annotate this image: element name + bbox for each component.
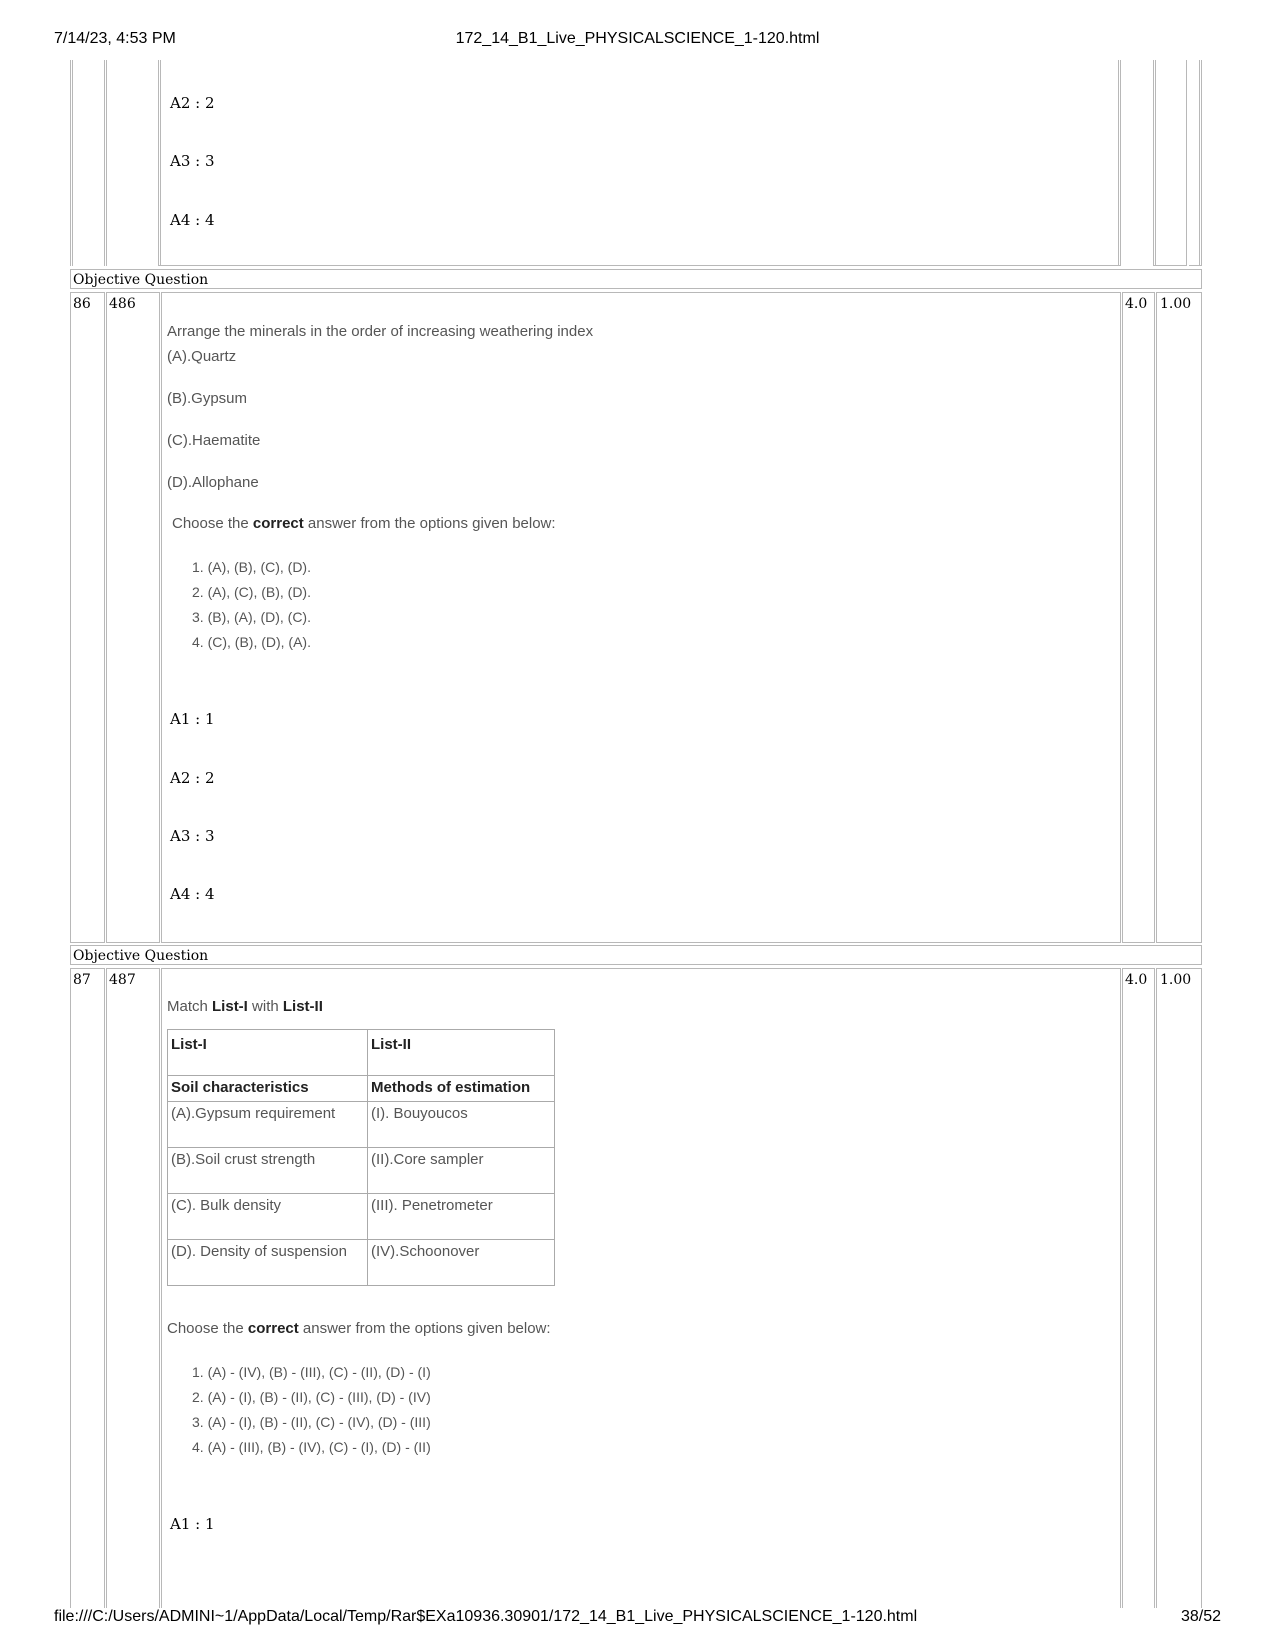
answer-option: 1. (A), (B), (C), (D). — [192, 559, 311, 575]
option-a4: A4 : 4 — [170, 885, 215, 903]
answer-option: 1. (A) - (IV), (B) - (III), (C) - (II), (D) - (I) — [192, 1364, 431, 1380]
option-a1: A1 : 1 — [170, 1515, 215, 1533]
table-header-cell: List-II — [368, 1030, 555, 1076]
match-instruction: Match List-I with List-II — [167, 998, 323, 1015]
choose-instruction: Choose the correct answer from the options given below: — [167, 1320, 551, 1337]
table-cell: (B).Soil crust strength — [168, 1148, 368, 1194]
question-id: 487 — [109, 972, 136, 988]
table-row — [168, 1102, 555, 1148]
item-b: (B).Gypsum — [167, 390, 248, 407]
question-serial: 87 — [73, 972, 91, 988]
table-header-cell: Methods of estimation — [368, 1076, 555, 1102]
answer-option: 3. (B), (A), (D), (C). — [192, 609, 311, 625]
question-marks: 4.0 — [1125, 972, 1148, 988]
print-file-path: file:///C:/Users/ADMINI~1/AppData/Local/Temp/Rar$EXa10936.30901/172_14_B1_Live_PHYSICALSCIENCE_1-120.html — [54, 1608, 918, 1625]
answer-list — [192, 1360, 431, 1460]
table-cell: (C). Bulk density — [168, 1194, 368, 1240]
question-type-label: Objective Question — [73, 272, 209, 288]
table-row — [168, 1240, 555, 1286]
question-negative-marks: 1.00 — [1160, 296, 1192, 312]
table-cell: (D). Density of suspension — [168, 1240, 368, 1286]
print-datetime: 7/14/23, 4:53 PM — [54, 30, 176, 47]
item-c: (C).Haematite — [167, 432, 261, 449]
table-cell: (A).Gypsum requirement — [168, 1102, 368, 1148]
question-marks: 4.0 — [1125, 296, 1148, 312]
table-row — [168, 1148, 555, 1194]
table-cell: (III). Penetrometer — [368, 1194, 555, 1240]
option-a2: A2 : 2 — [170, 769, 215, 787]
print-page-number: 38/52 — [1180, 1608, 1221, 1625]
answer-option: 3. (A) - (I), (B) - (II), (C) - (IV), (D) - (III) — [192, 1414, 431, 1430]
answer-option: 2. (A), (C), (B), (D). — [192, 584, 311, 600]
table-cell: (II).Core sampler — [368, 1148, 555, 1194]
answer-option: 4. (C), (B), (D), (A). — [192, 634, 311, 650]
choose-instruction: Choose the correct answer from the options given below: — [172, 515, 556, 532]
answer-option: 2. (A) - (I), (B) - (II), (C) - (III), (D) - (IV) — [192, 1389, 431, 1405]
match-table — [167, 1029, 555, 1286]
item-d: (D).Allophane — [167, 474, 259, 491]
item-a: (A).Quartz — [167, 348, 237, 365]
print-title: 172_14_B1_Live_PHYSICALSCIENCE_1-120.html — [455, 30, 820, 47]
option-a3: A3 : 3 — [170, 827, 215, 845]
table-cell: (IV).Schoonover — [368, 1240, 555, 1286]
answer-option: 4. (A) - (III), (B) - (IV), (C) - (I), (D) - (II) — [192, 1439, 431, 1455]
table-cell: (I). Bouyoucos — [368, 1102, 555, 1148]
question-type-label: Objective Question — [73, 948, 209, 964]
question-stem: Arrange the minerals in the order of increasing weathering index — [167, 323, 594, 340]
prev-option-3: A3 : 3 — [170, 152, 215, 170]
table-header-cell: Soil characteristics — [168, 1076, 368, 1102]
question-negative-marks: 1.00 — [1160, 972, 1192, 988]
question-serial: 86 — [73, 296, 91, 312]
prev-option-2: A2 : 2 — [170, 94, 215, 112]
table-row — [168, 1194, 555, 1240]
option-a1: A1 : 1 — [170, 710, 215, 728]
prev-option-4: A4 : 4 — [170, 211, 215, 229]
table-header-row — [168, 1030, 555, 1076]
answer-list — [192, 555, 311, 655]
table-subheader-row — [168, 1076, 555, 1102]
table-header-cell: List-I — [168, 1030, 368, 1076]
question-id: 486 — [109, 296, 136, 312]
